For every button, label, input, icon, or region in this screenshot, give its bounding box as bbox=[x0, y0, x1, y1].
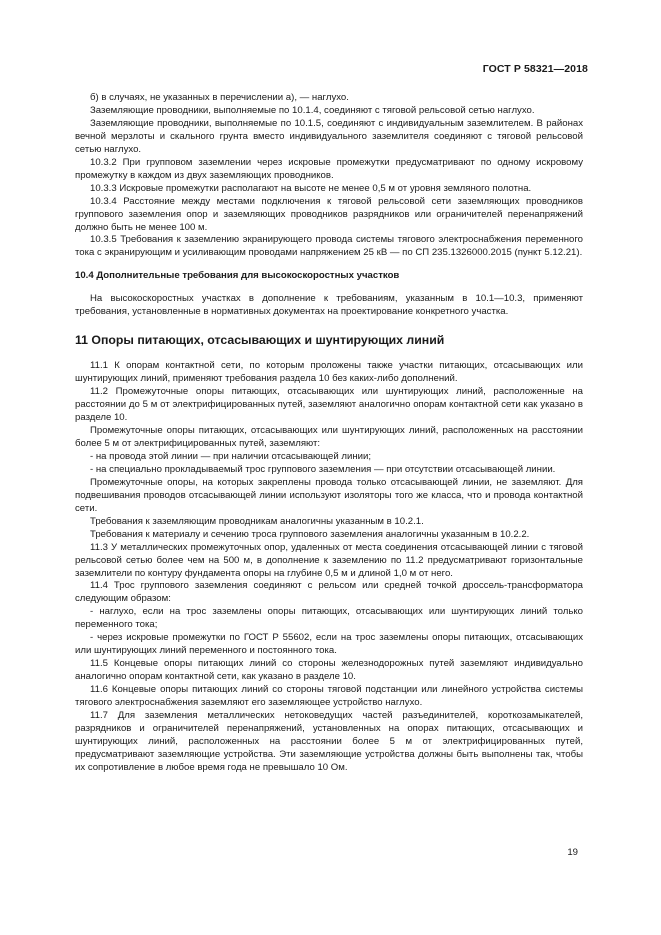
document-body bbox=[75, 92, 583, 775]
paragraph: Заземляющие проводники, выполняемые по 10.1.5, соединяют с индивидуальным заземлителем. В районах вечной мерзлоты и скального грунта вместо индивидуального заземлителя соединяют с тяговой рельсовой сетью наглухо. bbox=[75, 117, 583, 155]
paragraph: Заземляющие проводники, выполняемые по 10.1.4, соединяют с тяговой рельсовой сетью наглухо. bbox=[90, 104, 535, 116]
paragraph: б) в случаях, не указанных в перечислении а), — наглухо. bbox=[90, 92, 349, 103]
paragraph: Промежуточные опоры, на которых закреплены провода только отсасывающей линии, не заземляют. Для подвешивания проводов отсасывающей линии используют изоляторы того же класса, что и провода контактной сети. bbox=[75, 476, 583, 514]
document-header-standard: ГОСТ Р 58321—2018 bbox=[482, 63, 588, 75]
list-item: - на провода этой линии — при наличии отсасывающей линии; bbox=[90, 450, 372, 462]
page-number: 19 bbox=[567, 847, 578, 858]
list-item: - наглухо, если на трос заземлены опоры питающих, отсасывающих или шунтирующих линий только переменного тока; bbox=[75, 606, 583, 631]
paragraph: Требования к заземляющим проводникам аналогичны указанным в 10.2.1. bbox=[90, 515, 424, 527]
clause-11-7: 11.7 Для заземления металлических нетоковедущих частей разъединителей, короткозамыкателей, разрядников и ограничителей перенапряжений, установленных на опорах питающих, отсасывающих и шунтирующих линий, расположенных на расстоянии более 5 м от электрифицированных путей, предусматривают заземляющие устройства. Эти заземляющие устройства должны быть выполнены так, чтобы их сопротивление в любое время года не превышало 10 Ом. bbox=[75, 709, 583, 773]
clause-11-4: 11.4 Трос группового заземления соединяют с рельсом или средней точкой дроссель-трансформатора следующим образом: bbox=[75, 580, 583, 605]
clause-11-6: 11.6 Концевые опоры питающих линий со стороны тяговой подстанции или линейного устройства системы тягового электроснабжения заземляют его заземляющее устройство наглухо. bbox=[75, 684, 583, 709]
section-heading-10-4: 10.4 Дополнительные требования для высокоскоростных участков bbox=[75, 270, 400, 282]
clause-11-3: 11.3 У металлических промежуточных опор, удаленных от места соединения отсасывающей линии с тяговой рельсовой сетью более чем на 500 м, в дополнение к заземлению по 11.2 предусматривают горизонтальные заземлители по контуру фундамента опоры на глубине 0,5 м и длиной 1,0 м от него. bbox=[75, 541, 583, 579]
clause-11-5: 11.5 Концевые опоры питающих линий со стороны железнодорожных путей заземляют индивидуально аналогично опорам контактной сети, как указано в разделе 10. bbox=[75, 658, 583, 683]
clause-10-3-5: 10.3.5 Требования к заземлению экранирующего провода системы тягового электроснабжения переменного тока с экранирующим и усиливающим проводами напряжением 25 кВ — по СП 235.1326000.2015 (пункт 5.12.21). bbox=[75, 234, 583, 259]
paragraph: Промежуточные опоры питающих, отсасывающих или шунтирующих линий, расположенных на расстоянии более 5 м от электрифицированных путей, заземляют: bbox=[75, 425, 583, 449]
clause-10-3-2: 10.3.2 При групповом заземлении через искровые промежутки предусматривают по одному искровому промежутку в каждом из двух заземляющих проводников. bbox=[75, 156, 583, 181]
list-item: - на специально прокладываемый трос группового заземления — при отсутствии отсасывающей линии. bbox=[90, 463, 556, 475]
paragraph: На высокоскоростных участках в дополнение к требованиям, указанным в 10.1—10.3, применяют требования, установленные в нормативных документах на проектирование конкретного участка. bbox=[75, 293, 583, 318]
clause-10-3-4: 10.3.4 Расстояние между местами подключения к тяговой рельсовой сети заземляющих проводников группового заземления опор и заземляющих проводников разрядников или ограничителей перенапряжений должно быть не менее 100 м. bbox=[75, 195, 583, 233]
list-item: - через искровые промежутки по ГОСТ Р 55602, если на трос заземлены опоры питающих, отсасывающих или шунтирующих линий переменного и постоянного тока. bbox=[75, 632, 583, 657]
clause-11-2: 11.2 Промежуточные опоры питающих, отсасывающих или шунтирующих линий, расположенные на расстоянии до 5 м от электрифицированных путей, заземляют аналогично опорам контактной сети как указано в разделе 10. bbox=[75, 386, 583, 424]
clause-10-3-3: 10.3.3 Искровые промежутки располагают на высоте не менее 0,5 м от уровня земляного полотна. bbox=[90, 182, 532, 194]
section-heading-11: 11 Опоры питающих, отсасывающих и шунтирующих линий bbox=[75, 333, 445, 348]
clause-11-1: 11.1 К опорам контактной сети, по которым проложены также участки питающих, отсасывающих или шунтирующих линий, применяют требования раздела 10 без каких-либо дополнений. bbox=[75, 360, 583, 385]
paragraph: Требования к материалу и сечению троса группового заземления аналогичны указанным в 10.2.2. bbox=[90, 528, 530, 540]
